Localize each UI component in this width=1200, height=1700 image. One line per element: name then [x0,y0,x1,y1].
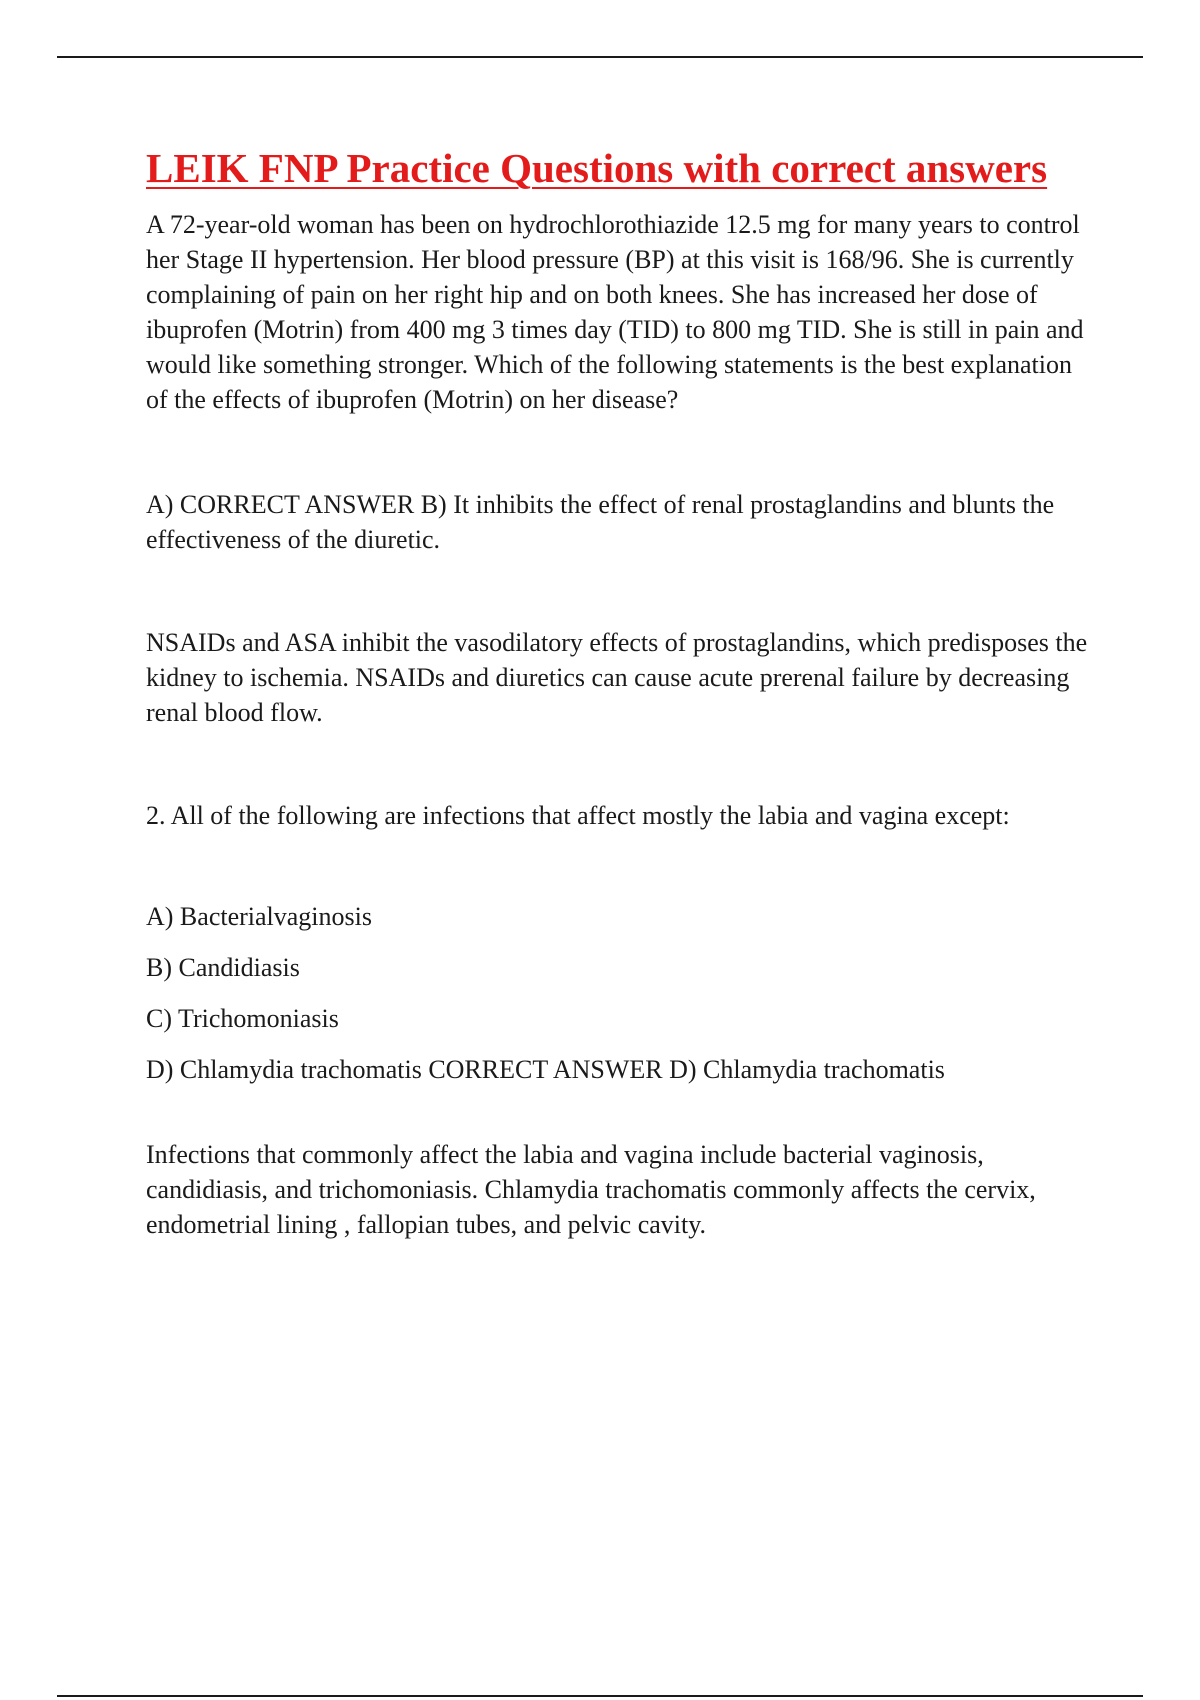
question-2-option-a: A) Bacterialvaginosis [146,902,372,931]
question-2-options [146,899,1096,1087]
question-2-option-b: B) Candidiasis [146,953,300,982]
question-1-text: A 72-year-old woman has been on hydrochlorothiazide 12.5 mg for many years to control her Stage II hypertension. Her blood pressure (BP) at this visit is 168/96. She is currently complaining of pain on her right hip and on both knees. She has increased her dose of ibuprofen (Motrin) from 400 mg 3 times day (TID) to 800 mg TID. She is still in pain and would like something stronger. Which of the following statements is the best explanation of the effects of ibuprofen (Motrin) on her disease? [146,210,1084,414]
bottom-divider [57,1695,1143,1697]
top-divider [57,56,1143,58]
question-1-answer: A) CORRECT ANSWER B) It inhibits the effect of renal prostaglandins and blunts the effectiveness of the diuretic. [146,490,1055,554]
question-2-explanation: Infections that commonly affect the labia and vagina include bacterial vaginosis, candidiasis, and trichomoniasis. Chlamydia trachomatis commonly affects the cervix, endometrial lining , fallopian tubes, and pelvic cavity. [146,1140,1036,1239]
document-title: LEIK FNP Practice Questions with correct answers [146,145,1048,191]
question-2-option-d: D) Chlamydia trachomatis CORRECT ANSWER D) Chlamydia trachomatis [146,1055,945,1084]
question-2-text: 2. All of the following are infections that affect mostly the labia and vagina except: [146,801,1010,830]
question-2-option-c: C) Trichomoniasis [146,1004,339,1033]
question-1-explanation: NSAIDs and ASA inhibit the vasodilatory effects of prostaglandins, which predisposes the kidney to ischemia. NSAIDs and diuretics can cause acute prerenal failure by decreasing renal blood flow. [146,628,1088,727]
document-body [146,140,1096,1242]
